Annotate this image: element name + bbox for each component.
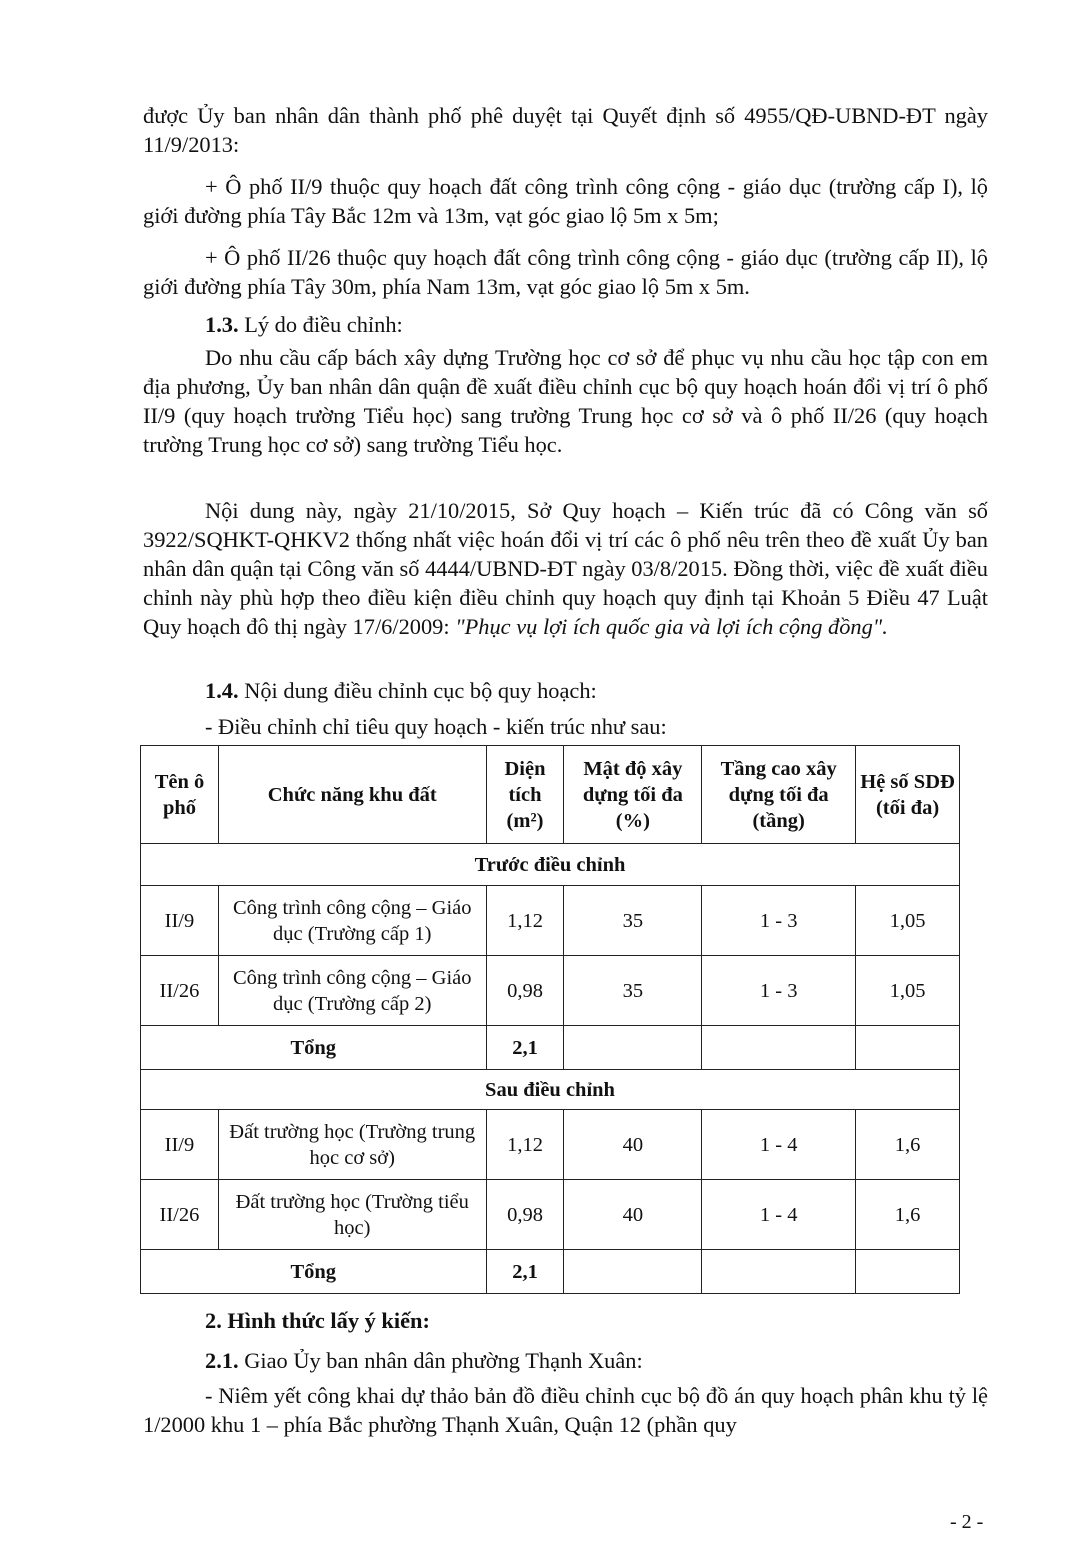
paragraph-reason: Do nhu cầu cấp bách xây dựng Trường học cơ sở để phục vụ nhu cầu học tập con em địa phương, Ủy ban nhân dân quận đề xuất điều chỉnh cục bộ quy hoạch hoán đổi vị trí ô phố II/9 (quy hoạch trường Tiểu học) sang trường Trung học cơ sở và ô phố II/26 (quy hoạch trường Trung học cơ sở) sang trường Tiểu học. [143,345,988,457]
table-header-row [141,746,960,844]
cell-o-pho: II/26 [141,1180,219,1250]
cell-o-pho: II/26 [141,956,219,1026]
header-dien-tich: Diện tích (m²) [486,746,564,844]
cell-he-so: 1,05 [856,886,960,956]
cell-tang-cao: 1 - 4 [702,1110,856,1180]
heading-2: 2. Hình thức lấy ý kiến: [205,1308,430,1333]
table-row [141,1110,960,1180]
heading-2-1-number: 2.1. [205,1348,239,1373]
total-label: Tổng [141,1026,487,1070]
heading-1-4-number: 1.4. [205,678,239,703]
cell-o-pho: II/9 [141,1110,219,1180]
paragraph-block-ii26: + Ô phố II/26 thuộc quy hoạch đất công trình công cộng - giáo dục (trường cấp II), lộ giới đường phía Tây 30m, phía Nam 13m, vạt góc giao lộ 5m x 5m. [143,245,988,299]
cell-o-pho: II/9 [141,886,219,956]
heading-2-1 [205,1346,643,1375]
heading-1-3-text: Lý do điều chỉnh: [238,312,403,337]
paragraph-table-intro: - Điều chỉnh chỉ tiêu quy hoạch - kiến trúc như sau: [205,714,667,739]
cell-mat-do: 35 [564,956,702,1026]
header-he-so: Hệ số SDĐ (tối đa) [856,746,960,844]
paragraph-posting: - Niêm yết công khai dự thảo bản đồ điều chỉnh cục bộ đồ án quy hoạch phân khu tỷ lệ 1/2000 khu 1 – phía Bắc phường Thạnh Xuân, Quận 12 (phần quy [143,1383,988,1437]
heading-1-4 [205,676,597,705]
section-row-before [141,844,960,886]
section-before-label: Trước điều chỉnh [141,844,960,886]
cell-tang-cao: 1 - 3 [702,886,856,956]
table-row [141,886,960,956]
header-ten-o-pho: Tên ô phố [141,746,219,844]
paragraph-decision: được Ủy ban nhân dân thành phố phê duyệt tại Quyết định số 4955/QĐ-UBND-ĐT ngày 11/9/2013: [143,103,988,157]
cell-mat-do: 40 [564,1180,702,1250]
cell-chuc-nang: Công trình công cộng – Giáo dục (Trường cấp 2) [218,956,486,1026]
heading-1-3 [205,310,403,339]
cell-dien-tich: 1,12 [486,1110,564,1180]
total-value: 2,1 [486,1250,564,1294]
section-after-label: Sau điều chỉnh [141,1070,960,1110]
table-row [141,956,960,1026]
cell-dien-tich: 0,98 [486,956,564,1026]
cell-he-so: 1,6 [856,1110,960,1180]
total-row-before [141,1026,960,1070]
cell-he-so: 1,6 [856,1180,960,1250]
heading-1-4-text: Nội dung điều chỉnh cục bộ quy hoạch: [238,678,597,703]
header-chuc-nang: Chức năng khu đất [218,746,486,844]
empty-cell [856,1026,960,1070]
paragraph-official-letter-text: Nội dung này, ngày 21/10/2015, Sở Quy hoạch – Kiến trúc đã có Công văn số 3922/SQHKT-QHKV2 thống nhất việc hoán đổi vị trí các ô phố nêu trên theo đề xuất Ủy ban nhân dân quận tại Công văn số 4444/UBND-ĐT ngày 03/8/2015. Đồng thời, việc đề xuất điều chỉnh này phù hợp theo điều kiện điều chỉnh quy hoạch quy định tại Khoản 5 Điều 47 Luật Quy hoạch đô thị ngày 17/6/2009: [143,498,988,639]
empty-cell [564,1250,702,1294]
header-mat-do: Mật độ xây dựng tối đa (%) [564,746,702,844]
heading-1-3-number: 1.3. [205,312,239,337]
empty-cell [564,1026,702,1070]
cell-mat-do: 40 [564,1110,702,1180]
empty-cell [702,1250,856,1294]
cell-tang-cao: 1 - 3 [702,956,856,1026]
cell-dien-tich: 1,12 [486,886,564,956]
cell-chuc-nang: Công trình công cộng – Giáo dục (Trường cấp 1) [218,886,486,956]
total-value: 2,1 [486,1026,564,1070]
page-number: - 2 - [950,1511,984,1533]
total-row-after [141,1250,960,1294]
cell-he-so: 1,05 [856,956,960,1026]
cell-chuc-nang: Đất trường học (Trường trung học cơ sở) [218,1110,486,1180]
total-label: Tổng [141,1250,487,1294]
cell-tang-cao: 1 - 4 [702,1180,856,1250]
planning-indicator-table [140,745,960,1294]
header-tang-cao: Tầng cao xây dựng tối đa (tầng) [702,746,856,844]
empty-cell [856,1250,960,1294]
paragraph-official-letter-quote: "Phục vụ lợi ích quốc gia và lợi ích cộng đồng". [455,614,888,639]
cell-dien-tich: 0,98 [486,1180,564,1250]
empty-cell [702,1026,856,1070]
heading-2-1-text: Giao Ủy ban nhân dân phường Thạnh Xuân: [238,1348,643,1373]
cell-chuc-nang: Đất trường học (Trường tiểu học) [218,1180,486,1250]
cell-mat-do: 35 [564,886,702,956]
paragraph-official-letter [143,496,988,641]
table-row [141,1180,960,1250]
section-row-after [141,1070,960,1110]
paragraph-block-ii9: + Ô phố II/9 thuộc quy hoạch đất công trình công cộng - giáo dục (trường cấp I), lộ giới đường phía Tây Bắc 12m và 13m, vạt góc giao lộ 5m x 5m; [143,174,988,228]
